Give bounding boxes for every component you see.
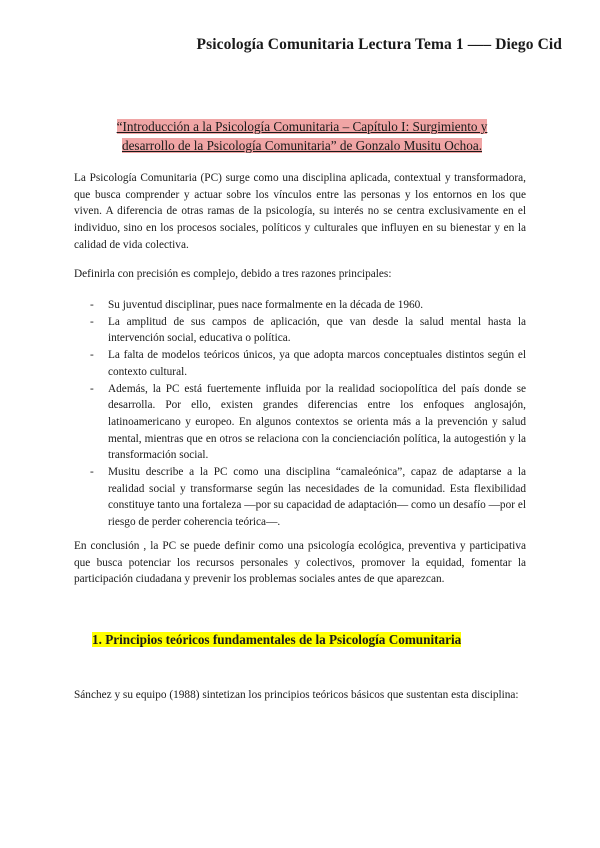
section-heading-text: 1. Principios teóricos fundamentales de la Psicología Comunitaria xyxy=(92,632,462,647)
list-item xyxy=(74,381,526,465)
intro-paragraph: La Psicología Comunitaria (PC) surge como una disciplina aplicada, contextual y transformadora, que busca comprender y actuar sobre los vínculos entre las personas y los entornos en los que viven. A diferencia de otras ramas de la psicología, su interés no se centra exclusivamente en el individuo, sino en los procesos sociales, políticos y culturales que influyen en su bienestar y en la calidad de vida colectiva. xyxy=(74,172,526,251)
dash-bullet: - xyxy=(90,382,94,395)
list-item xyxy=(74,297,526,314)
list-item xyxy=(74,464,526,531)
dash-bullet: - xyxy=(90,349,94,362)
section-heading xyxy=(92,632,461,648)
list-item xyxy=(74,347,526,380)
list-item-text: La falta de modelos teóricos únicos, ya que adopta marcos conceptuales distintos según el contexto cultural. xyxy=(108,349,526,378)
list-item-text: Su juventud disciplinar, pues nace formalmente en la década de 1960. xyxy=(108,299,424,311)
reading-title xyxy=(80,117,524,155)
lead-paragraph: Definirla con precisión es complejo, debido a tres razones principales: xyxy=(74,268,392,280)
page-header: Psicología Comunitaria Lectura Tema 1 ––– Diego Cid xyxy=(196,36,562,53)
reading-title-line-2: desarrollo de la Psicología Comunitaria” de Gonzalo Musitu Ochoa. xyxy=(121,138,482,153)
sanchez-paragraph: Sánchez y su equipo (1988) sintetizan los principios teóricos básicos que sustentan esta disciplina: xyxy=(74,689,519,701)
list-item-text: La amplitud de sus campos de aplicación, que van desde la salud mental hasta la intervención social, educativa o política. xyxy=(108,315,526,345)
reasons-list xyxy=(74,297,526,531)
list-item xyxy=(74,314,526,347)
dash-bullet: - xyxy=(90,299,94,311)
reading-title-line-1: “Introducción a la Psicología Comunitaria – Capítulo I: Surgimiento y xyxy=(116,119,488,134)
list-item-text: Además, la PC está fuertemente influida por la realidad sociopolítica del país donde se desarrolla. Por ello, existen grandes diferencias entre los enfoques anglosajón, latinoamericano y europeo. En algunos contextos se orienta más a la prevención y salud mental, mientras que en otros se relaciona con la concienciación política, la autogestión y la transformación social. xyxy=(108,382,526,462)
dash-bullet: - xyxy=(90,315,94,328)
conclusion-paragraph: En conclusión , la PC se puede definir como una psicología ecológica, preventiva y participativa que busca potenciar los recursos personales y colectivos, promover la equidad, fomentar la participación ciudadana y prevenir los problemas sociales antes de que aparezcan. xyxy=(74,540,526,586)
list-item-text: Musitu describe a la PC como una disciplina “camaleónica”, capaz de adaptarse a la realidad social y transformarse según las necesidades de la comunidad. Esta flexibilidad constituye tanto una fortaleza —por su capacidad de adaptación— como un desafío —por el riesgo de perder coherencia teórica—. xyxy=(108,466,526,529)
dash-bullet: - xyxy=(90,466,94,479)
